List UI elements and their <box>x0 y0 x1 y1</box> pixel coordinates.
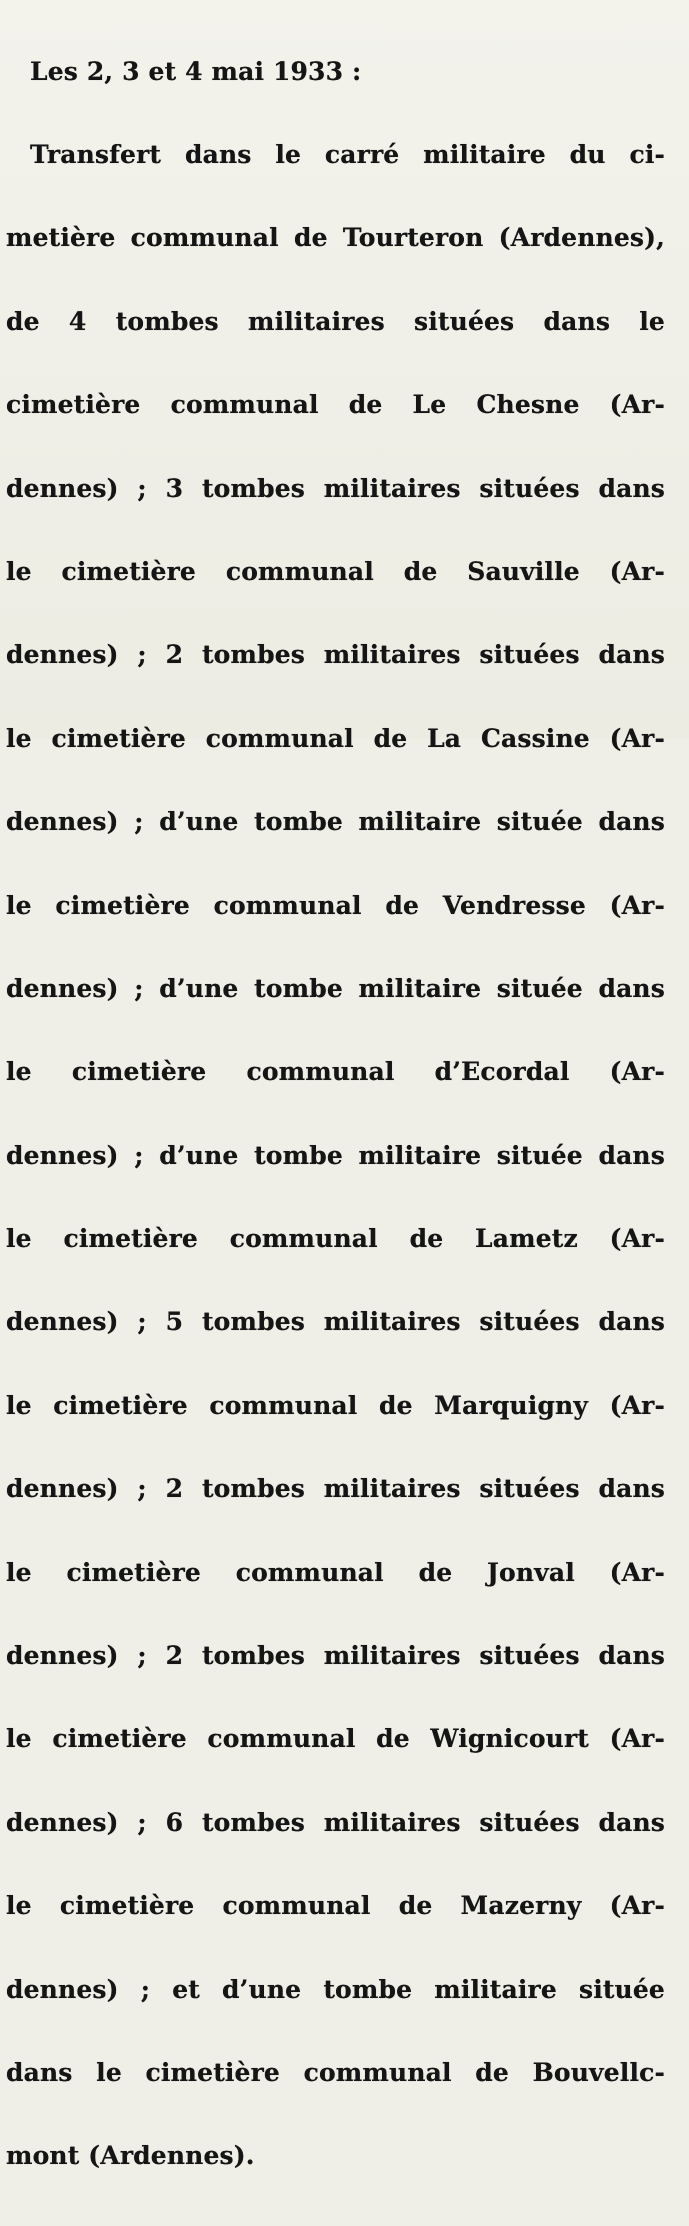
text-line-18: le cimetière communal de Jonval (Ar- <box>6 1557 665 1587</box>
text-line-11: dennes) ; d’une tombe militaire située dans <box>6 973 665 1003</box>
text-line-22: le cimetière communal de Mazerny (Ar- <box>6 1891 665 1921</box>
text-line-15: dennes) ; 5 tombes militaires situées dans <box>6 1307 665 1337</box>
text-line-5: dennes) ; 3 tombes militaires situées dans <box>6 473 665 503</box>
text-line-1: Transfert dans le carré militaire du ci- <box>30 139 665 169</box>
text-line-24: dans le cimetière communal de Bouvellc- <box>6 2057 665 2087</box>
text-line-25: mont (Ardennes). <box>6 2141 255 2171</box>
text-line-19: dennes) ; 2 tombes militaires situées dans <box>6 1641 665 1671</box>
text-line-17: dennes) ; 2 tombes militaires situées dans <box>6 1474 665 1504</box>
text-line-7: dennes) ; 2 tombes militaires situées dans <box>6 640 665 670</box>
text-line-14: le cimetière communal de Lametz (Ar- <box>6 1224 665 1254</box>
text-line-6: le cimetière communal de Sauville (Ar- <box>6 556 665 586</box>
text-line-2: metière communal de Tourteron (Ardennes), <box>6 223 665 253</box>
text-line-9: dennes) ; d’une tombe militaire située dans <box>6 807 665 837</box>
text-line-23: dennes) ; et d’une tombe militaire située <box>6 1974 665 2004</box>
article-text <box>6 2 665 2226</box>
text-line-12: le cimetière communal d’Ecordal (Ar- <box>6 1057 665 1087</box>
date-heading: Les 2, 3 et 4 mai 1933 : <box>30 56 362 86</box>
text-line-20: le cimetière communal de Wignicourt (Ar- <box>6 1724 665 1754</box>
text-line-3: de 4 tombes militaires situées dans le <box>6 306 665 336</box>
text-line-4: cimetière communal de Le Chesne (Ar- <box>6 390 665 420</box>
text-line-8: le cimetière communal de La Cassine (Ar- <box>6 723 665 753</box>
text-line-16: le cimetière communal de Marquigny (Ar- <box>6 1390 665 1420</box>
text-line-10: le cimetière communal de Vendresse (Ar- <box>6 890 665 920</box>
text-line-21: dennes) ; 6 tombes militaires situées dans <box>6 1807 665 1837</box>
text-line-13: dennes) ; d’une tombe militaire située dans <box>6 1140 665 1170</box>
